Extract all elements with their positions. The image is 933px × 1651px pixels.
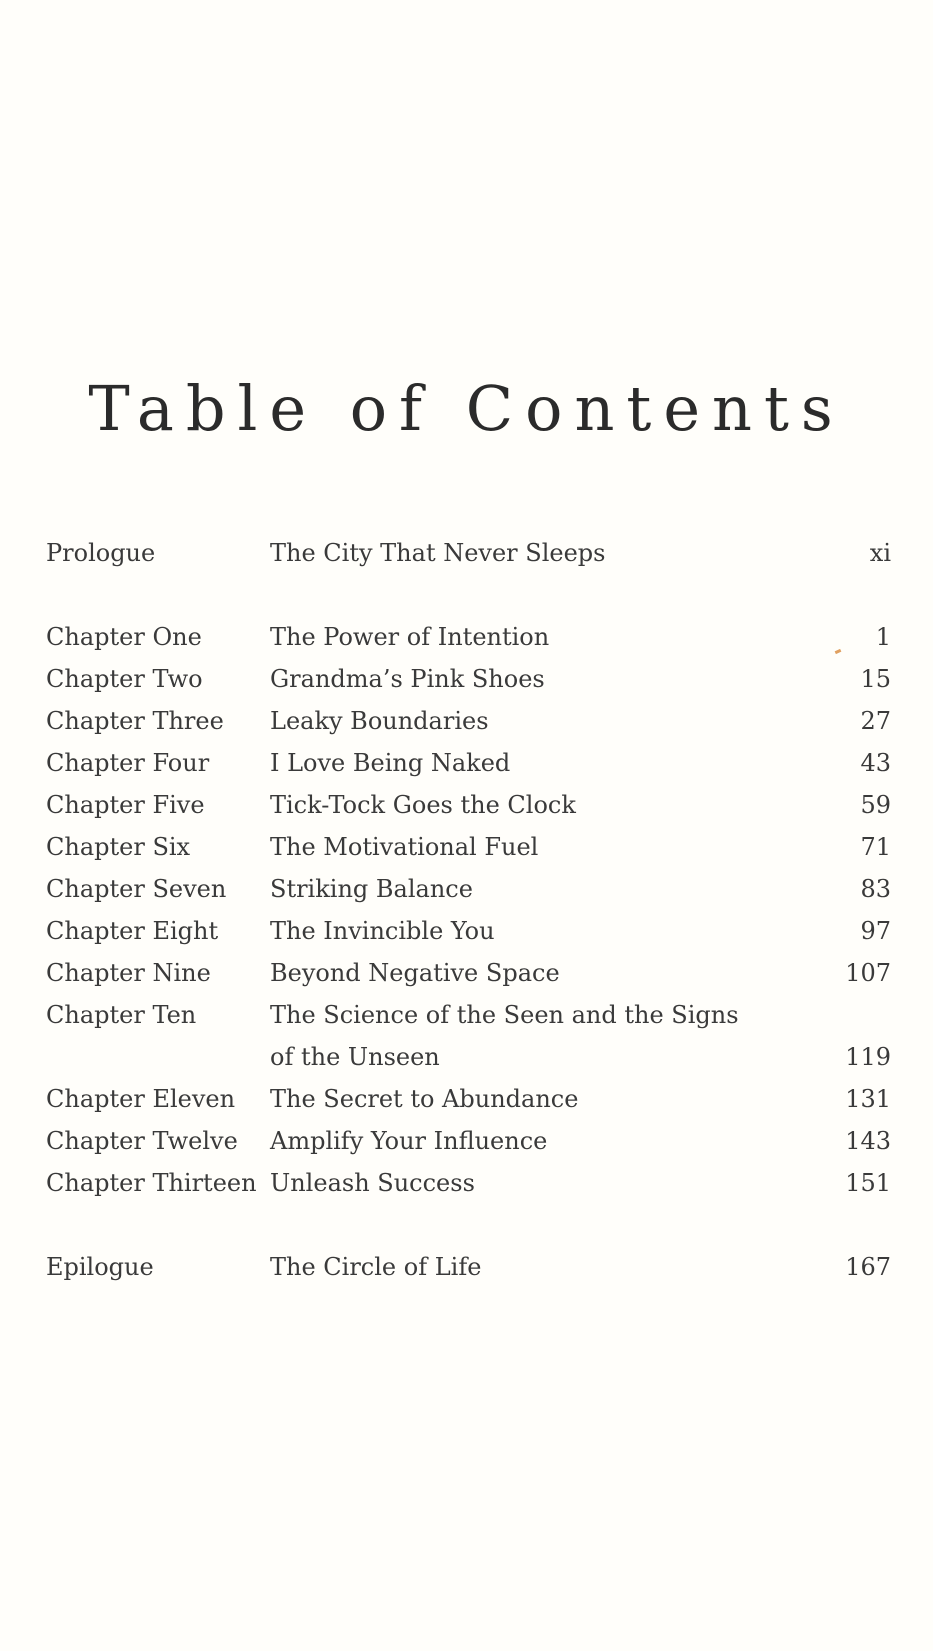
toc-page-number: 143 bbox=[845, 1127, 891, 1155]
toc-page-number: 151 bbox=[845, 1169, 891, 1197]
toc-label: Chapter Four bbox=[46, 749, 210, 777]
toc-label: Chapter Ten bbox=[46, 1001, 197, 1029]
toc-page-number: 167 bbox=[845, 1253, 891, 1281]
toc-label: Epilogue bbox=[46, 1253, 154, 1281]
toc-title: Amplify Your Influence bbox=[270, 1127, 548, 1155]
toc-title: Tick-Tock Goes the Clock bbox=[270, 791, 576, 819]
toc-row-prologue[interactable] bbox=[46, 532, 891, 574]
table-of-contents bbox=[46, 532, 891, 1288]
toc-page-number: 131 bbox=[845, 1085, 891, 1113]
toc-title: Beyond Negative Space bbox=[270, 959, 560, 987]
toc-title: The Secret to Abundance bbox=[270, 1085, 579, 1113]
toc-row-chapter-3[interactable] bbox=[46, 700, 891, 742]
toc-page-number: 107 bbox=[845, 959, 891, 987]
toc-row-epilogue[interactable] bbox=[46, 1246, 891, 1288]
toc-title: Leaky Boundaries bbox=[270, 707, 489, 735]
toc-page-number: xi bbox=[869, 539, 891, 567]
toc-label: Chapter Six bbox=[46, 833, 191, 861]
toc-title: The Invincible You bbox=[270, 917, 495, 945]
toc-page-number: 119 bbox=[845, 1043, 891, 1071]
toc-row-chapter-7[interactable] bbox=[46, 868, 891, 910]
toc-label: Chapter Eleven bbox=[46, 1085, 236, 1113]
toc-title: The Power of Intention bbox=[270, 623, 550, 651]
toc-row-chapter-11[interactable] bbox=[46, 1078, 891, 1120]
toc-title-continuation: of the Unseen bbox=[270, 1043, 440, 1071]
toc-label: Chapter Five bbox=[46, 791, 205, 819]
toc-row-chapter-4[interactable] bbox=[46, 742, 891, 784]
toc-row-chapter-9[interactable] bbox=[46, 952, 891, 994]
toc-title: I Love Being Naked bbox=[270, 749, 511, 777]
toc-label: Chapter Nine bbox=[46, 959, 211, 987]
toc-page-number: 1 bbox=[875, 623, 891, 651]
toc-page-number: 43 bbox=[860, 749, 891, 777]
toc-title: Striking Balance bbox=[270, 875, 473, 903]
toc-row-chapter-10[interactable] bbox=[46, 994, 891, 1078]
toc-row-chapter-6[interactable] bbox=[46, 826, 891, 868]
toc-label: Chapter Eight bbox=[46, 917, 219, 945]
toc-row-chapter-12[interactable] bbox=[46, 1120, 891, 1162]
toc-title: The Motivational Fuel bbox=[270, 833, 539, 861]
toc-page-number: 27 bbox=[860, 707, 891, 735]
toc-title: Unleash Success bbox=[270, 1169, 475, 1197]
toc-page-number: 59 bbox=[860, 791, 891, 819]
toc-page-number: 15 bbox=[860, 665, 891, 693]
toc-page-number: 97 bbox=[860, 917, 891, 945]
page-title: Table of Contents bbox=[88, 372, 845, 445]
toc-row-chapter-13[interactable] bbox=[46, 1162, 891, 1204]
toc-row-chapter-8[interactable] bbox=[46, 910, 891, 952]
toc-title: Grandma’s Pink Shoes bbox=[270, 665, 545, 693]
toc-label: Chapter Two bbox=[46, 665, 203, 693]
toc-row-chapter-5[interactable] bbox=[46, 784, 891, 826]
toc-title: The City That Never Sleeps bbox=[270, 539, 606, 567]
toc-row-chapter-2[interactable] bbox=[46, 658, 891, 700]
toc-label: Chapter Three bbox=[46, 707, 224, 735]
toc-page-number: 83 bbox=[860, 875, 891, 903]
toc-title: The Science of the Seen and the Signs bbox=[270, 1001, 739, 1029]
toc-page-number: 71 bbox=[860, 833, 891, 861]
toc-title: The Circle of Life bbox=[270, 1253, 482, 1281]
toc-label: Prologue bbox=[46, 539, 156, 567]
toc-label: Chapter Seven bbox=[46, 875, 227, 903]
toc-label: Chapter Thirteen bbox=[46, 1169, 257, 1197]
toc-row-chapter-1[interactable] bbox=[46, 616, 891, 658]
section-gap bbox=[46, 1204, 891, 1246]
toc-label: Chapter Twelve bbox=[46, 1127, 238, 1155]
toc-label: Chapter One bbox=[46, 623, 202, 651]
section-gap bbox=[46, 574, 891, 616]
